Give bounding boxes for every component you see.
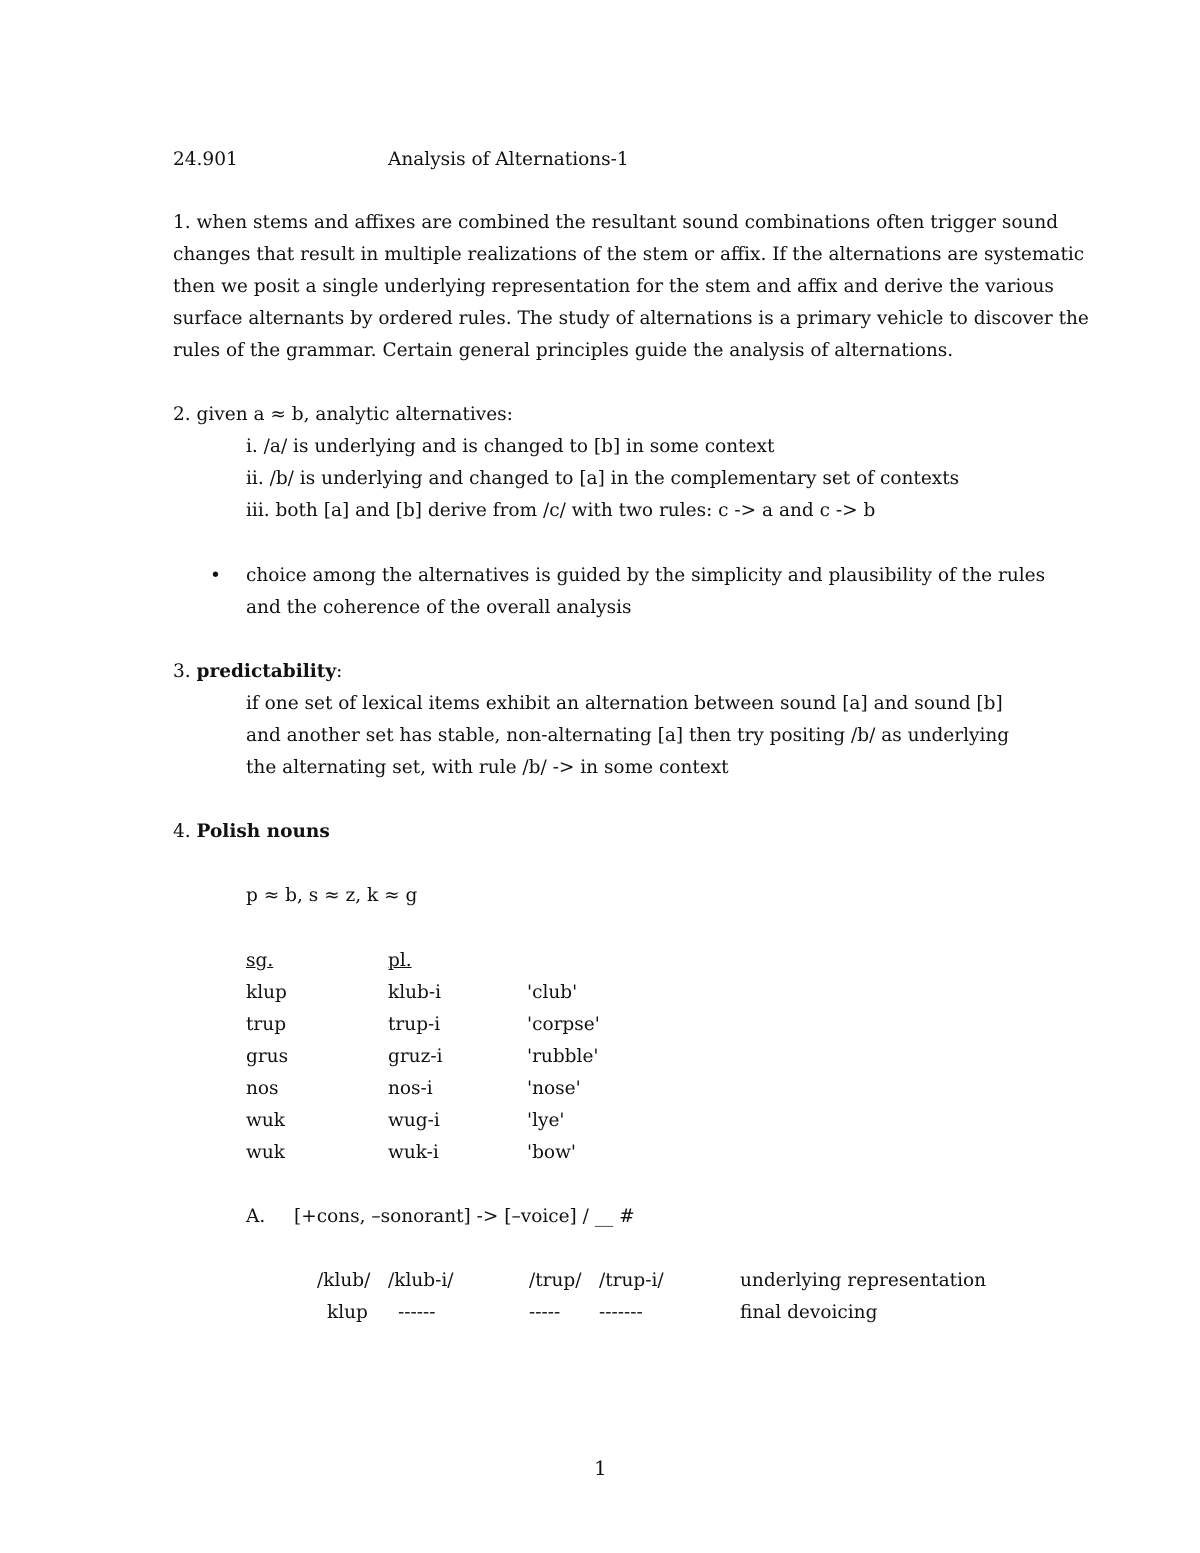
col-header-sg: sg. [246,950,274,971]
cell-gloss: 'corpse' [527,1014,600,1035]
fd-klub-i: ------ [398,1302,436,1323]
course-number: 24.901 [173,149,238,170]
page-number: 1 [594,1456,607,1480]
cell-gloss: 'nose' [527,1078,581,1099]
s1-line-4: surface alternants by ordered rules. The study of alternations is a primary vehicle to discover the [173,308,1089,329]
cell-sg: klup [246,982,287,1003]
fd-trup: ----- [529,1302,561,1323]
s3-line-2: and another set has stable, non-alternating [a] then try positing /b/ as underlying [246,725,1010,746]
s2-item-iii: iii. both [a] and [b] derive from /c/ with two rules: c -> a and c -> b [246,500,876,521]
s3-line-3: the alternating set, with rule /b/ -> in some context [246,757,729,778]
cell-sg: wuk [246,1110,285,1131]
cell-pl: wug-i [388,1110,440,1131]
s3-colon: : [336,661,343,682]
cell-sg: grus [246,1046,289,1067]
cell-pl: wuk-i [388,1142,439,1163]
ur-klub-i: /klub-i/ [388,1270,454,1291]
cell-pl: gruz-i [388,1046,443,1067]
ur-klub: /klub/ [317,1270,371,1291]
s2-intro: 2. given a ≈ b, analytic alternatives: [173,404,513,425]
s4-heading-text: Polish nouns [196,821,330,842]
fd-klub: klup [327,1302,368,1323]
cell-gloss: 'rubble' [527,1046,599,1067]
s2-bullet-line-2: and the coherence of the overall analysis [246,597,632,618]
cell-pl: nos-i [388,1078,433,1099]
cell-sg: trup [246,1014,287,1035]
s2-bullet-line-1: choice among the alternatives is guided by the simplicity and plausibility of the rules [246,565,1046,586]
cell-pl: klub-i [388,982,442,1003]
cell-sg: wuk [246,1142,285,1163]
ur-trup-i: /trup-i/ [599,1270,664,1291]
s4-heading [173,820,330,844]
rule-formula: [+cons, –sonorant] -> [–voice] / __ # [294,1206,635,1227]
fd-label: final devoicing [740,1302,878,1323]
cell-gloss: 'club' [527,982,578,1003]
s3-number: 3. [173,661,191,682]
document-title: Analysis of Alternations-1 [388,149,629,170]
s3-heading-text: predictability [196,661,337,682]
cell-sg: nos [246,1078,279,1099]
s1-line-5: rules of the grammar. Certain general principles guide the analysis of alternations. [173,340,954,361]
fd-trup-i: ------- [599,1302,643,1323]
s2-item-i: i. /a/ is underlying and is changed to [b] in some context [246,436,775,457]
s4-pairs: p ≈ b, s ≈ z, k ≈ g [246,885,418,906]
s1-line-2: changes that result in multiple realizations of the stem or affix. If the alternations are systematic [173,244,1085,265]
bullet-icon: • [210,565,221,586]
s3-line-1: if one set of lexical items exhibit an alternation between sound [a] and sound [b] [246,693,1003,714]
s1-line-1: 1. when stems and affixes are combined the resultant sound combinations often trigger sound [173,212,1059,233]
s4-number: 4. [173,821,191,842]
ur-trup: /trup/ [529,1270,582,1291]
cell-gloss: 'lye' [527,1110,565,1131]
ur-label: underlying representation [740,1270,987,1291]
s1-line-3: then we posit a single underlying representation for the stem and affix and derive the various [173,276,1054,297]
rule-label: A. [246,1206,266,1227]
col-header-pl: pl. [388,950,412,971]
s3-heading [173,660,342,684]
cell-gloss: 'bow' [527,1142,576,1163]
cell-pl: trup-i [388,1014,441,1035]
s2-item-ii: ii. /b/ is underlying and changed to [a] in the complementary set of contexts [246,468,960,489]
